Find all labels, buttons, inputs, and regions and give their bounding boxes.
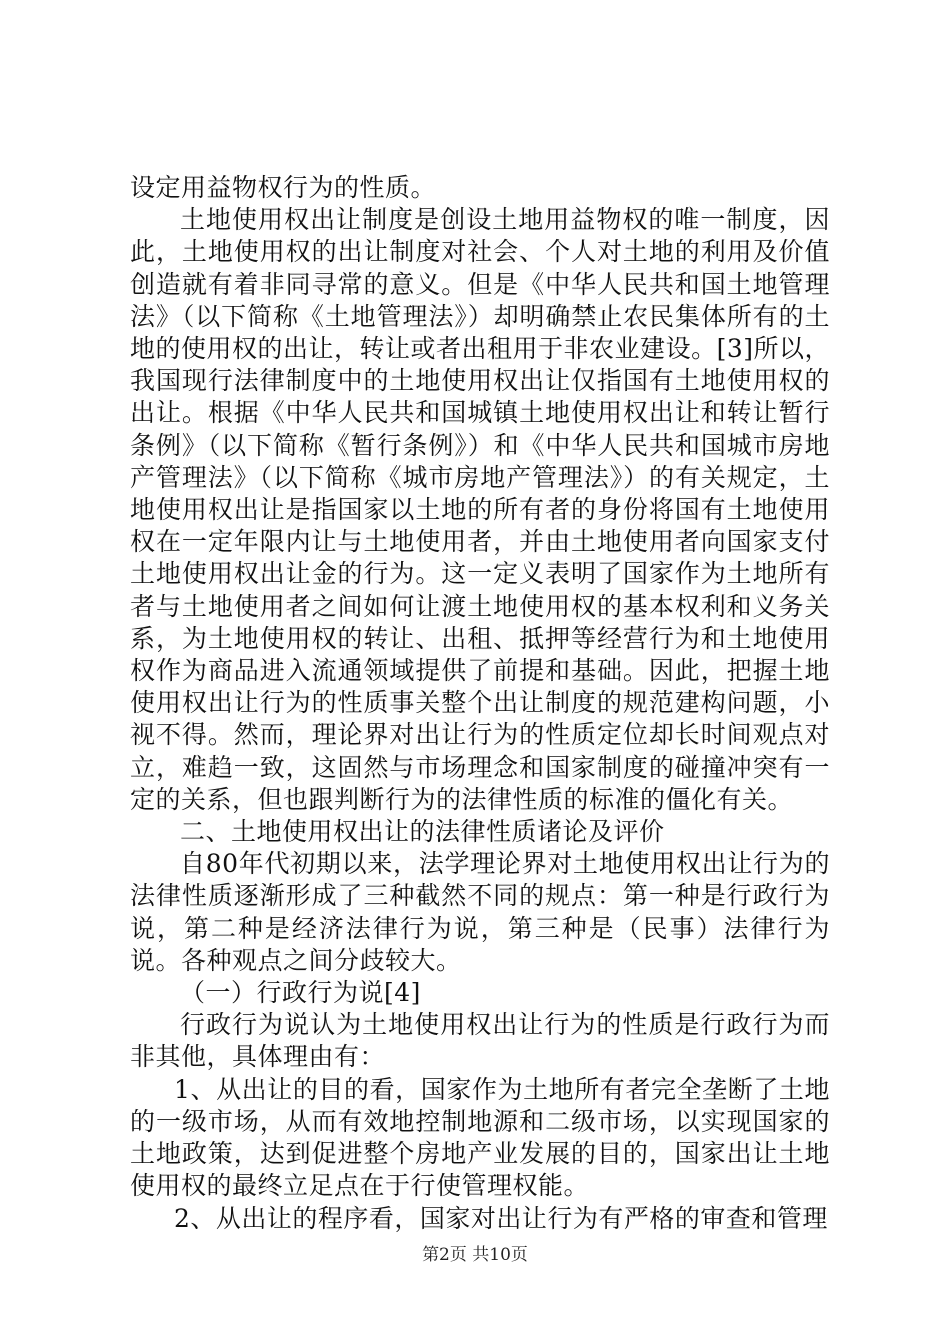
document-body xyxy=(130,172,830,1235)
paragraph-continuation: 设定用益物权行为的性质。 xyxy=(130,173,437,202)
list-item: 1、从出让的目的看，国家作为土地所有者完全垄断了土地的一级市场，从而有效地控制地源和二级市场，以实现国家的土地政策，达到促进整个房地产业发展的目的，国家出让土地使用权的最终立足点在于行使管理权能。 xyxy=(130,1074,830,1201)
subsection-heading: （一）行政行为说[4] xyxy=(180,978,421,1008)
paragraph-body: 自80年代初期以来，法学理论界对土地使用权出让行为的法律性质逐渐形成了三种截然不同的规点：第一种是行政行为说，第二种是经济法律行为说，第三种是（民事）法律行为说。各种观点之间分歧较大。 xyxy=(130,849,830,975)
paragraph-body: 土地使用权出让制度是创设土地用益物权的唯一制度，因此，土地使用权的出让制度对社会、个人对土地的利用及价值创造就有着非同寻常的意义。但是《中华人民共和国土地管理法》（以下简称《土地管理法》）却明确禁止农民集体所有的土地的使用权的出让，转让或者出租用于非农业建设。[3]所以，我国现行法律制度中的土地使用权出让仅指国有土地使用权的出让。根据《中华人民共和国城镇土地使用权出让和转让暂行条例》（以下简称《暂行条例》）和《中华人民共和国城市房地产管理法》（以下简称《城市房地产管理法》）的有关规定，土地使用权出让是指国家以土地的所有者的身份将国有土地使用权在一定年限内让与土地使用者，并由土地使用者向国家支付土地使用权出让金的行为。这一定义表明了国家作为土地所有者与土地使用者之间如何让渡土地使用权的基本权利和义务关系，为土地使用权的转让、出租、抵押等经营行为和土地使用权作为商品进入流通领域提供了前提和基础。因此，把握土地使用权出让行为的性质事关整个出让制度的规范建构问题，小视不得。然而，理论界对出让行为的性质定位却长时间观点对立，难趋一致，这固然与市场理念和国家制度的碰撞冲突有一定的关系，但也跟判断行为的法律性质的标准的僵化有关。 xyxy=(130,205,830,814)
list-item: 2、从出让的程序看，国家对出让行为有严格的审查和管理 xyxy=(174,1203,828,1233)
section-heading: 二、土地使用权出让的法律性质诸论及评价 xyxy=(180,817,665,847)
page-number-footer: 第2页 共10页 xyxy=(422,1245,528,1265)
paragraph-body: 行政行为说认为土地使用权出让行为的性质是行政行为而非其他，具体理由有： xyxy=(130,1010,830,1072)
